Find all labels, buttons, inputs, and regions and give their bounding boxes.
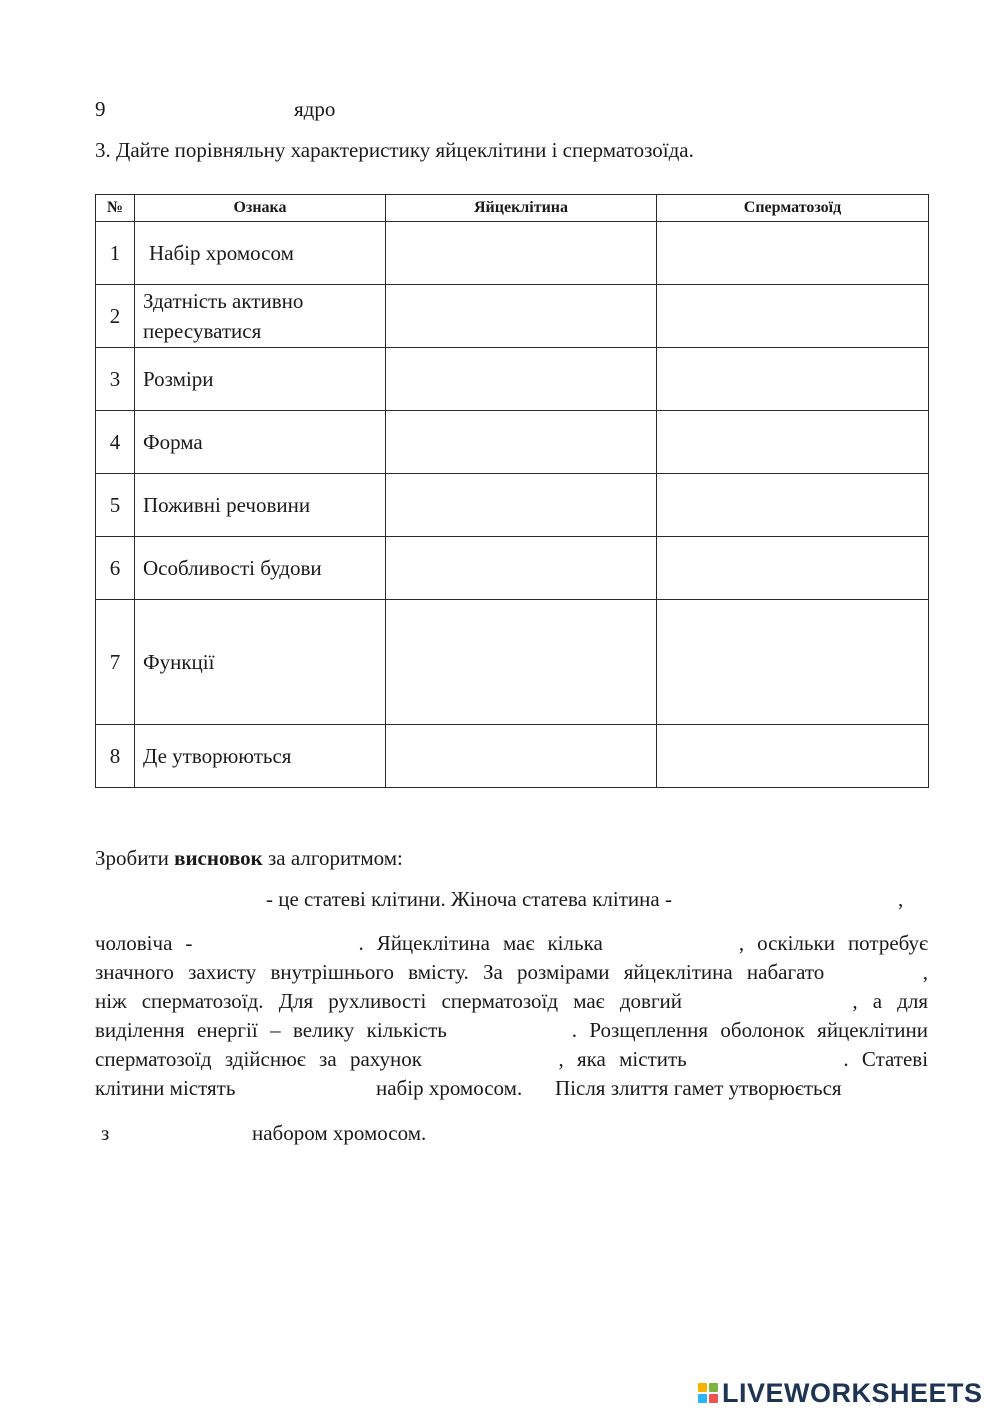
blank-chromosome-set[interactable]: [257, 1076, 369, 1098]
line-3-text-a: значного захисту внутрішнього вмісту. За розмірами яйцеклітина набагато: [95, 960, 825, 984]
conclusion-intro-bold: висновок: [174, 846, 263, 870]
task-heading: 3. Дайте порівняльну характеристику яйцеклітини і сперматозоїда.: [95, 138, 694, 162]
header-number: №: [96, 195, 135, 222]
feature-cell: Здатність активно пересуватися: [135, 285, 386, 348]
line-1-text-b: ,: [898, 887, 904, 911]
logo-square: [698, 1383, 707, 1392]
table-row: [96, 285, 929, 348]
conclusion-intro: [95, 846, 403, 870]
conclusion-line-6: [95, 1045, 928, 1074]
egg-answer-cell[interactable]: [386, 222, 657, 285]
blank-enzymes-input[interactable]: [700, 1054, 830, 1076]
row-number-cell: 4: [96, 411, 135, 474]
egg-answer-cell[interactable]: [386, 348, 657, 411]
egg-answer-cell[interactable]: [386, 537, 657, 600]
table-row: [96, 411, 929, 474]
feature-cell: Поживні речовини: [135, 474, 386, 537]
conclusion-line-5: [95, 1016, 928, 1045]
feature-cell: Функції: [135, 600, 386, 725]
row-word: ядро: [294, 97, 336, 121]
sperm-answer-cell[interactable]: [657, 537, 929, 600]
feature-cell: Набір хромосом: [135, 222, 386, 285]
egg-answer-input[interactable]: [386, 430, 656, 455]
egg-answer-cell[interactable]: [386, 725, 657, 788]
line-7-text-a: клітини містять: [95, 1076, 236, 1100]
line-2-text-a: чоловіча -: [95, 931, 193, 955]
blank-tail-input[interactable]: [697, 996, 837, 1018]
egg-answer-input[interactable]: [386, 650, 656, 675]
egg-answer-cell[interactable]: [386, 285, 657, 348]
sperm-answer-input[interactable]: [657, 367, 928, 392]
egg-answer-input[interactable]: [386, 493, 656, 518]
blank-gametes-input[interactable]: [95, 889, 260, 911]
line-4-text-a: ніж сперматозоїд. Для рухливості сперматозоїд має довгий: [95, 989, 683, 1013]
feature-cell: Особливості будови: [135, 537, 386, 600]
blank-acrosome-input[interactable]: [435, 1054, 545, 1076]
conclusion-line-4: [95, 987, 928, 1016]
row-number-cell: 5: [96, 474, 135, 537]
line-2-text-b: . Яйцеклітина має кілька: [358, 931, 603, 955]
blank-size-input[interactable]: [839, 967, 909, 989]
blank-enzymes[interactable]: [700, 1050, 830, 1072]
line-7-text-b: набір хромосом.: [376, 1076, 523, 1100]
egg-answer-input[interactable]: [386, 241, 656, 266]
sperm-answer-cell[interactable]: [657, 348, 929, 411]
row-number-cell: 3: [96, 348, 135, 411]
table-row: [96, 725, 929, 788]
conclusion-line-3: [95, 958, 928, 987]
row-number-cell: 1: [96, 222, 135, 285]
blank-mitochondria[interactable]: [459, 1021, 559, 1043]
table-row: [96, 600, 929, 725]
header-sperm-cell: Сперматозоїд: [657, 195, 929, 222]
row-number-cell: 7: [96, 600, 135, 725]
egg-answer-input[interactable]: [386, 367, 656, 392]
sperm-answer-input[interactable]: [657, 650, 928, 675]
row-number-cell: 8: [96, 725, 135, 788]
sperm-answer-cell[interactable]: [657, 222, 929, 285]
sperm-answer-input[interactable]: [657, 430, 928, 455]
blank-chromosome-set-input[interactable]: [257, 1078, 369, 1100]
row-number-cell: 2: [96, 285, 135, 348]
row-number-cell: 6: [96, 537, 135, 600]
line-6-text-b: , яка містить: [558, 1047, 687, 1071]
line-8-text-a: з: [101, 1121, 110, 1145]
blank-membranes[interactable]: [616, 934, 726, 956]
feature-cell: Де утворюються: [135, 725, 386, 788]
line-2-text-c: , оскільки потребує: [738, 931, 929, 955]
table-row: [96, 537, 929, 600]
conclusion-line-2: [95, 929, 928, 958]
blank-acrosome[interactable]: [435, 1050, 545, 1072]
blank-female-cell-input[interactable]: [727, 889, 895, 911]
line-4-text-b: , а для: [852, 989, 928, 1013]
line-5-text-a: виділення енергії – велику кількість: [95, 1018, 447, 1042]
egg-answer-input[interactable]: [386, 744, 656, 769]
line-6-text-c: . Статеві: [843, 1047, 929, 1071]
conclusion-line-1: [95, 887, 928, 913]
conclusion-line-7: [95, 1076, 928, 1102]
sperm-answer-cell[interactable]: [657, 474, 929, 537]
egg-answer-input[interactable]: [386, 304, 656, 329]
conclusion-intro-post: за алгоритмом:: [262, 846, 403, 870]
sperm-answer-input[interactable]: [657, 744, 928, 769]
logo-text: LIVEWORKSHEETS: [722, 1377, 983, 1408]
line-3-text-b: ,: [922, 960, 928, 984]
sperm-answer-cell[interactable]: [657, 411, 929, 474]
sperm-answer-cell[interactable]: [657, 725, 929, 788]
egg-answer-cell[interactable]: [386, 600, 657, 725]
table-row: [96, 474, 929, 537]
egg-answer-cell[interactable]: [386, 411, 657, 474]
blank-male-cell[interactable]: [205, 934, 345, 956]
line-7-text-c: Після злиття гамет утворюється: [555, 1076, 842, 1100]
sperm-answer-input[interactable]: [657, 304, 928, 329]
conclusion-intro-pre: Зробити: [95, 846, 175, 870]
sperm-answer-input[interactable]: [657, 493, 928, 518]
liveworksheets-logo: [698, 1376, 983, 1410]
sperm-answer-input[interactable]: [657, 241, 928, 266]
header-egg-cell: Яйцеклітина: [386, 195, 657, 222]
blank-zygote-input[interactable]: [119, 1123, 249, 1145]
table-row: [96, 348, 929, 411]
blank-female-cell[interactable]: [727, 887, 895, 909]
table-row: [96, 222, 929, 285]
blank-male-cell-input[interactable]: [205, 938, 345, 960]
header-feature: Ознака: [135, 195, 386, 222]
line-6-text-a: сперматозоїд здійснює за рахунок: [95, 1047, 422, 1071]
blank-zygote[interactable]: [119, 1121, 249, 1143]
logo-square: [709, 1383, 718, 1392]
blank-tail[interactable]: [697, 992, 837, 1014]
sperm-answer-input[interactable]: [657, 556, 928, 581]
comparison-table: [95, 194, 929, 788]
table-header-row: [96, 195, 929, 222]
row-number: 9: [95, 97, 106, 121]
blank-gametes[interactable]: [95, 887, 260, 909]
line-5-text-b: . Розщеплення оболонок яйцеклітини: [571, 1018, 929, 1042]
logo-square: [698, 1394, 707, 1403]
feature-cell: Форма: [135, 411, 386, 474]
blank-membranes-input[interactable]: [616, 938, 726, 960]
liveworksheets-mark-icon: [698, 1383, 718, 1403]
sperm-answer-cell[interactable]: [657, 600, 929, 725]
line-1-text-a: - це статеві клітини. Жіноча статева клітина -: [266, 887, 672, 911]
conclusion-line-8: [95, 1121, 595, 1147]
feature-cell: Розміри: [135, 348, 386, 411]
egg-answer-cell[interactable]: [386, 474, 657, 537]
blank-size[interactable]: [839, 963, 909, 985]
blank-mitochondria-input[interactable]: [459, 1025, 559, 1047]
egg-answer-input[interactable]: [386, 556, 656, 581]
sperm-answer-cell[interactable]: [657, 285, 929, 348]
logo-square: [709, 1394, 718, 1403]
line-8-text-b: набором хромосом.: [252, 1121, 427, 1145]
